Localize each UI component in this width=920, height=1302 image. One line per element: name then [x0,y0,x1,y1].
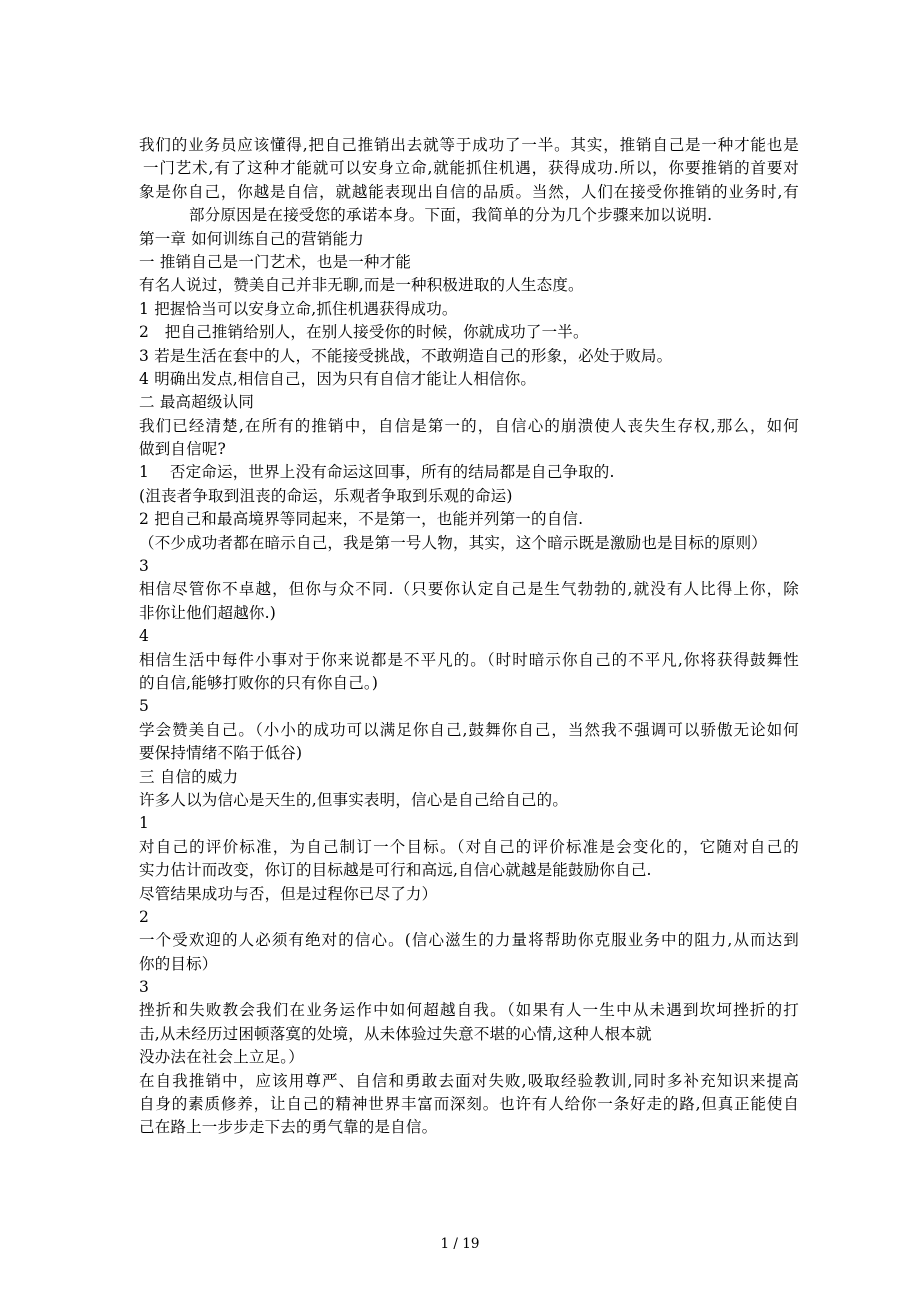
text-line: 实力估计而改变，你订的目标越是可行和高远,自信心就越是能鼓励你自己. [139,861,652,880]
list-item: 2 把自己和最高境界等同起来，不是第一，也能并列第一的自信. [139,510,584,529]
text-line: 你的目标） [139,954,218,973]
text-line: 要保持情绪不陷于低谷) [139,744,303,763]
list-number: 4 [139,627,150,646]
document-body [139,134,799,1140]
list-number: 3 [139,557,150,576]
text-line: 相信尽管你不卓越，但你与众不同.（只要你认定自己是生气勃勃的,就没有人比得上你，除 [139,580,799,599]
text-line: 一门艺术,有了这种才能就可以安身立命,就能抓住机遇，获得成功.所以，你要推销的首要对 [143,159,799,178]
text-line: 挫折和失败教会我们在业务运作中如何超越自我。（如果有人一生中从未遇到坎坷挫折的打 [139,1001,799,1020]
text-line: 我们已经清楚,在所有的推销中，自信是第一的，自信心的崩溃使人丧失生存权,那么，如何 [139,416,799,435]
list-item: 1 把握恰当可以安身立命,抓住机遇获得成功。 [139,299,458,318]
text-line: 许多人以为信心是天生的,但事实表明，信心是自己给自己的。 [139,790,569,809]
text-line: 没办法在社会上立足。） [139,1048,304,1067]
text-line: 对自己的评价标准，为自己制订一个目标。（对自己的评价标准是会变化的，它随对自己的 [139,837,799,856]
list-number: 2 [139,907,150,926]
list-item: 4 明确出发点,相信自己，因为只有自信才能让人相信你。 [139,369,537,388]
text-line: 尽管结果成功与否，但是过程你已尽了力） [139,884,438,903]
list-item: 2 把自己推销给别人，在别人接受你的时候，你就成功了一半。 [139,323,589,342]
list-number: 5 [139,697,150,716]
list-number: 1 [139,814,150,833]
text-line: (沮丧者争取到沮丧的命运，乐观者争取到乐观的命运) [139,486,513,505]
list-number: 3 [139,978,150,997]
text-line: 象是你自己，你越是自信，就越能表现出自信的品质。当然，人们在接受你推销的业务时,有 [139,182,799,201]
text-line: 学会赞美自己。（小小的成功可以满足你自己,鼓舞你自己，当然我不强调可以骄傲无论如何 [139,720,799,739]
text-line: 击,从未经历过困顿落寞的处境，从未体验过失意不堪的心情,这种人根本就 [139,1024,652,1043]
text-line: 有名人说过，赞美自己并非无聊,而是一种积极进取的人生态度。 [139,276,584,295]
text-line: （不少成功者都在暗示自己，我是第一号人物，其实，这个暗示既是激励也是目标的原则） [139,533,768,552]
text-line: 一个受欢迎的人必须有绝对的信心。(信心滋生的力量将帮助你克服业务中的阻力,从而达到 [139,931,799,950]
text-line: 相信生活中每件小事对于你来说都是不平凡的。（时时暗示你自己的不平凡,你将获得鼓舞性 [139,650,799,669]
text-line: 在自我推销中，应该用尊严、自信和勇敢去面对失败,吸取经验教训,同时多补充知识来提高 [139,1071,799,1090]
text-line: 部分原因是在接受您的承诺本身。下面，我简单的分为几个步骤来加以说明. [189,206,713,225]
text-line: 己在路上一步步走下去的勇气靠的是自信。 [139,1118,438,1137]
list-item: 3 若是生活在套中的人，不能接受挑战，不敢朔造自己的形象，必处于败局。 [139,346,673,365]
chapter-heading: 第一章 如何训练自己的营销能力 [139,229,364,248]
text-line: 我们的业务员应该懂得,把自己推销出去就等于成功了一半。其实，推销自己是一种才能也是 [139,136,799,154]
list-item: 1 否定命运，世界上没有命运这回事，所有的结局都是自己争取的. [139,463,615,482]
text-line: 的自信,能够打败你的只有你自己。) [139,673,379,692]
section-heading: 二 最高超级认同 [139,393,255,412]
page-number: 1 / 19 [440,1236,480,1252]
text-line: 做到自信呢? [139,440,227,459]
section-heading: 三 自信的威力 [139,767,239,786]
section-heading: 一 推销自己是一门艺术，也是一种才能 [139,252,412,271]
text-line: 自身的素质修养，让自己的精神世界丰富而深刻。也许有人给你一条好走的路,但真正能使自 [139,1095,799,1114]
text-line: 非你让他们超越你.) [139,603,276,622]
